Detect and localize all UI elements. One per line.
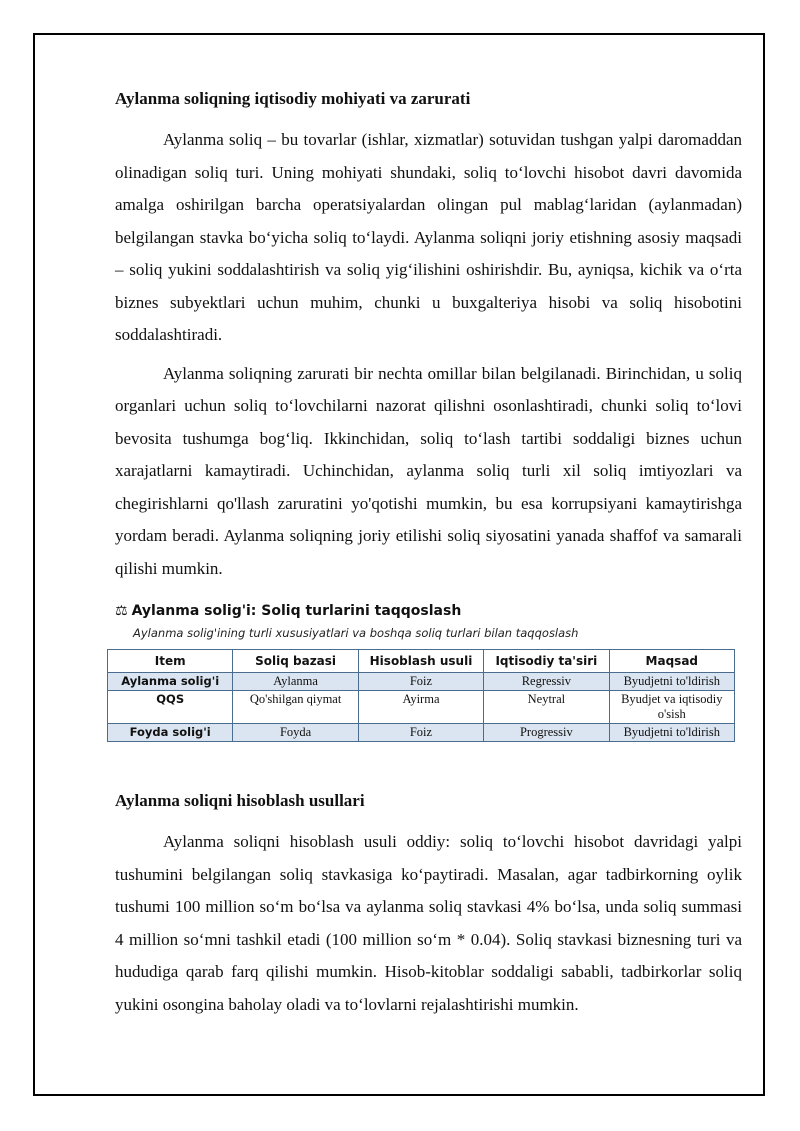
table-header-cell: Iqtisodiy ta'siri: [484, 650, 609, 673]
table-cell: Foiz: [358, 724, 483, 742]
table-row: [108, 673, 735, 691]
table-cell: Regressiv: [484, 673, 609, 691]
table-cell: Byudjetni to'ldirish: [609, 724, 734, 742]
table-row-header: QQS: [108, 691, 233, 724]
comparison-table: [107, 649, 735, 742]
paragraph-1: Aylanma soliq – bu tovarlar (ishlar, xizmatlar) sotuvidan tushgan yalpi daromaddan olinadigan soliq turi. Uning mohiyati shundaki, soliq to‘lovchi hisobot davri davomida amalga oshirilgan barcha operatsiyalardan olingan pul mablag‘laridan (aylanmadan) belgilangan stavka bo‘yicha soliq to‘laydi. Aylanma soliqni joriy etishning asosiy maqsadi – soliq yukini soddalashtirish va soliq yig‘ilishini oshirishdir. Bu, ayniqsa, kichik va o‘rta biznes subyektlari uchun muhim, chunki u buxgalteriya hisobi va soliq hisobotini soddalashtiradi.: [115, 130, 742, 344]
document-body: [115, 86, 742, 1021]
scales-icon: ⚖: [115, 603, 128, 619]
table-cell: Aylanma: [233, 673, 358, 691]
table-cell: Foiz: [358, 673, 483, 691]
paragraph-3: Aylanma soliqni hisoblash usuli oddiy: soliq to‘lovchi hisobot davridagi yalpi tushumini belgilangan soliq stavkasiga ko‘paytiradi. Masalan, agar tadbirkorning oylik tushumi 100 million so‘m bo‘lsa va aylanma soliq stavkasi 4% bo‘lsa, unda soliq summasi 4 million so‘mni tashkil etadi (100 million so‘m * 0.04). Soliq stavkasi biznesning turi va hududiga qarab farq qilishi mumkin. Hisob-kitoblar soddaligi sababli, tadbirkorlar soliq yukini osongina baholay oladi va to‘lovlarni rejalashtirishi mumkin.: [115, 832, 742, 1014]
table-row-header: Foyda solig'i: [108, 724, 233, 742]
paragraph-2: Aylanma soliqning zarurati bir nechta omillar bilan belgilanadi. Birinchidan, u soliq organlari uchun soliq to‘lovchilarni nazorat qilishni osonlashtiradi, chunki soliq to‘lovi bevosita tushumga bog‘liq. Ikkinchidan, soliq to‘lash tartibi soddaligi biznes uchun xarajatlarni kamaytiradi. Uchinchidan, aylanma soliq turli xil soliq imtiyozlari va chegirishlarni qo'llash zaruratini yo'qotishi mumkin, bu esa korrupsiyani kamaytirishga yordam beradi. Aylanma soliqning joriy etilishi soliq siyosatini yanada shaffof va samarali qilishi mumkin.: [115, 363, 742, 578]
table-cell: Foyda: [233, 724, 358, 742]
table-header-cell: Hisoblash usuli: [358, 650, 483, 673]
table-subtitle: Aylanma solig'ining turli xususiyatlari va boshqa soliq turlari bilan taqqoslash: [133, 626, 579, 640]
table-cell: Progressiv: [484, 724, 609, 742]
table-header-cell: Soliq bazasi: [233, 650, 358, 673]
table-title-text: Aylanma solig'i: Soliq turlarini taqqoslash: [131, 603, 462, 619]
table-header-row: [108, 650, 735, 673]
table-title: [115, 601, 742, 621]
table-cell: Neytral: [484, 691, 609, 724]
table-cell: Byudjetni to'ldirish: [609, 673, 734, 691]
table-header-cell: Maqsad: [609, 650, 734, 673]
table-header-cell: Item: [108, 650, 233, 673]
table-cell: Qo'shilgan qiymat: [233, 691, 358, 724]
table-row-header: Aylanma solig'i: [108, 673, 233, 691]
table-cell: Byudjet va iqtisodiy o'sish: [609, 691, 734, 724]
table-row: [108, 724, 735, 742]
section-heading-1: Aylanma soliqning iqtisodiy mohiyati va zarurati: [115, 89, 471, 108]
section-heading-2: Aylanma soliqni hisoblash usullari: [115, 791, 365, 810]
table-cell: Ayirma: [358, 691, 483, 724]
table-row: [108, 691, 735, 724]
